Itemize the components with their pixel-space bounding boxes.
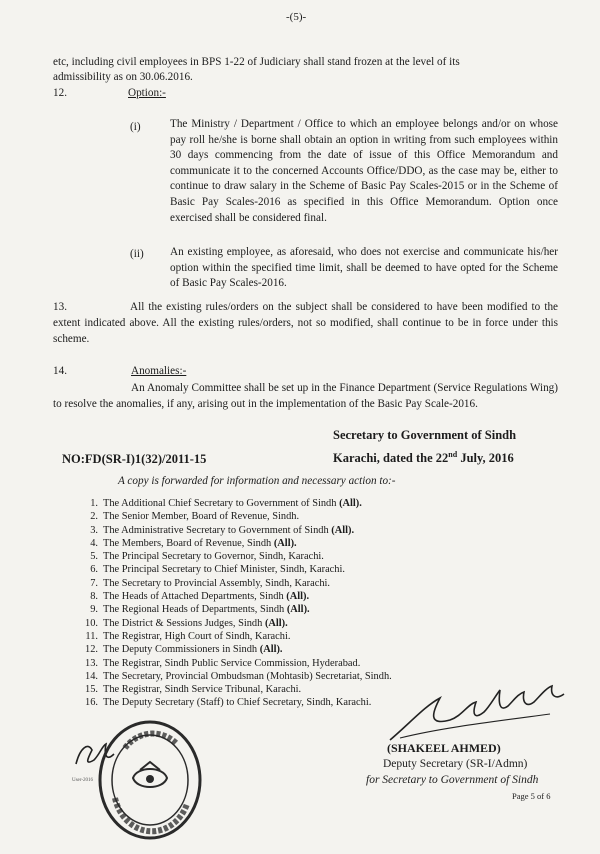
copy-list-number: 13.	[85, 657, 98, 669]
copy-list-text: The Secretary, Provincial Ombudsman (Mohtasib) Secretariat, Sindh.	[103, 670, 392, 682]
page-number-top: -(5)-	[286, 11, 307, 23]
copy-list-item	[78, 617, 458, 630]
copy-list-number: 2.	[90, 511, 98, 523]
copy-list-item	[78, 603, 458, 616]
copy-list-tag: (All).	[273, 537, 297, 549]
margin-note: User-2016	[72, 778, 94, 783]
copy-list-tag: (All).	[286, 604, 310, 616]
copy-list-number: 5.	[90, 551, 98, 563]
section-12-number: 12.	[53, 87, 67, 99]
copy-list-tag: (All).	[331, 524, 355, 536]
copy-list-text: The Secretary to Provincial Assembly, Sindh, Karachi.	[103, 577, 330, 589]
option-i-marker: (i)	[130, 121, 141, 133]
copy-list-item	[78, 497, 458, 510]
copy-list-text: The Regional Heads of Departments, Sindh	[103, 604, 285, 616]
section-12-title: Option:-	[128, 87, 166, 99]
copy-list-number: 11.	[85, 630, 98, 642]
intro-line-2: admissibility as on 30.06.2016.	[53, 71, 193, 83]
copy-list-number: 10.	[85, 617, 98, 629]
copy-list-number: 12.	[85, 644, 98, 656]
issue-date-prefix: Karachi, dated the 22	[333, 451, 449, 466]
signatory-for-line: for Secretary to Government of Sindh	[366, 774, 539, 786]
copy-list-tag: (All).	[286, 591, 310, 603]
copy-list-text: The Deputy Secretary (Staff) to Chief Secretary, Sindh, Karachi.	[103, 697, 372, 709]
signatory-name: (SHAKEEL AHMED)	[387, 741, 501, 755]
copy-list-text: The Principal Secretary to Governor, Sindh, Karachi.	[103, 551, 324, 563]
intro-line-1: etc, including civil employees in BPS 1-22 of Judiciary shall stand frozen at the level of its	[53, 56, 460, 68]
copy-list-item	[78, 510, 458, 523]
section-14-number: 14.	[53, 365, 67, 377]
copy-list-text: The Principal Secretary to Chief Minister, Sindh, Karachi.	[103, 564, 345, 576]
copy-list-number: 15.	[85, 684, 98, 696]
copy-list-item	[78, 524, 458, 537]
handwritten-signature	[380, 668, 580, 748]
copy-list-item	[78, 590, 458, 603]
copy-list-tag: (All).	[264, 617, 288, 629]
copy-list-number: 4.	[90, 537, 98, 549]
signatory-designation: Deputy Secretary (SR-I/Admn)	[383, 758, 528, 770]
page-of-indicator: Page 5 of 6	[512, 791, 551, 801]
copy-list-text: The Registrar, High Court of Sindh, Karachi.	[103, 630, 291, 642]
section-13-text: All the existing rules/orders on the subject shall be considered to have been modified to the extent indicated above. All the existing rules/orders, not so modified, shall continue to be in force under this scheme.	[53, 301, 558, 345]
issue-date-suffix: July, 2016	[457, 451, 514, 466]
copy-list-number: 14.	[85, 670, 98, 682]
copy-list-item	[78, 563, 458, 576]
copy-list-text: The Registrar, Sindh Service Tribunal, Karachi.	[103, 684, 302, 696]
copy-list-tag: (All).	[259, 644, 283, 656]
intro-paragraph	[53, 55, 553, 85]
section-13-number: 13.	[53, 301, 67, 313]
section-14-text: An Anomaly Committee shall be set up in the Finance Department (Service Regulations Wing) to resolve the anomalies, if any, arising out in the implementation of the Basic Pay Scale-2016.	[53, 382, 558, 410]
issuer-title: Secretary to Government of Sindh	[333, 428, 517, 442]
copy-list-text: The Members, Board of Revenue, Sindh	[103, 537, 272, 549]
copy-list-item	[78, 630, 458, 643]
copy-list-item	[78, 550, 458, 563]
copy-list-number: 8.	[90, 591, 98, 603]
issue-date-sup: nd	[448, 450, 458, 459]
copy-list-item	[78, 577, 458, 590]
copy-forward-note: A copy is forwarded for information and necessary action to:-	[118, 475, 396, 487]
copy-list-text: The Additional Chief Secretary to Government of Sindh	[103, 498, 337, 509]
issue-date	[333, 450, 514, 466]
option-ii-text: An existing employee, as aforesaid, who does not exercise and communicate his/her option within the specified time limit, shall be deemed to have opted for the Scheme of Basic Pay Scales-2016.	[170, 246, 558, 290]
copy-list-number: 6.	[90, 564, 98, 576]
section-13-paragraph	[53, 299, 558, 347]
copy-list-text: The Deputy Commissioners in Sindh	[103, 644, 258, 656]
copy-list-item	[78, 643, 458, 656]
copy-list-number: 16.	[85, 697, 98, 709]
copy-list-text: The Senior Member, Board of Revenue, Sindh.	[103, 511, 300, 523]
copy-list-number: 1.	[90, 498, 98, 509]
copy-list-text: The Administrative Secretary to Government of Sindh	[103, 524, 329, 536]
copy-list-item	[78, 537, 458, 550]
option-ii-marker: (ii)	[130, 248, 144, 260]
copy-list-text: The Heads of Attached Departments, Sindh	[103, 591, 284, 603]
copy-list-number: 9.	[90, 604, 98, 616]
reference-number: NO:FD(SR-I)1(32)/2011-15	[62, 452, 207, 466]
section-14-title: Anomalies:-	[131, 365, 187, 377]
copy-list-number: 7.	[90, 577, 98, 589]
copy-list-tag: (All).	[339, 498, 362, 509]
finance-department-seal	[95, 718, 205, 843]
copy-list-text: The District & Sessions Judges, Sindh	[103, 617, 263, 629]
copy-list-number: 3.	[90, 524, 98, 536]
option-i-text: The Ministry / Department / Office to which an employee belongs and/or on whose pay roll he/she is borne shall obtain an option in writing from such employees within 30 days commencing from the date of issue of this Office Memorandum and communicate it to the concerned Accounts Office/DDO, as the case may be, either to continue to draw salary in the Scheme of Basic Pay Scales-2015 or in the Scheme of Basic Pay Scales-2016 as specified in this Office Memorandum. Option once exercised shall be considered final.	[170, 118, 558, 224]
copy-list-text: The Registrar, Sindh Public Service Commission, Hyderabad.	[103, 657, 361, 669]
